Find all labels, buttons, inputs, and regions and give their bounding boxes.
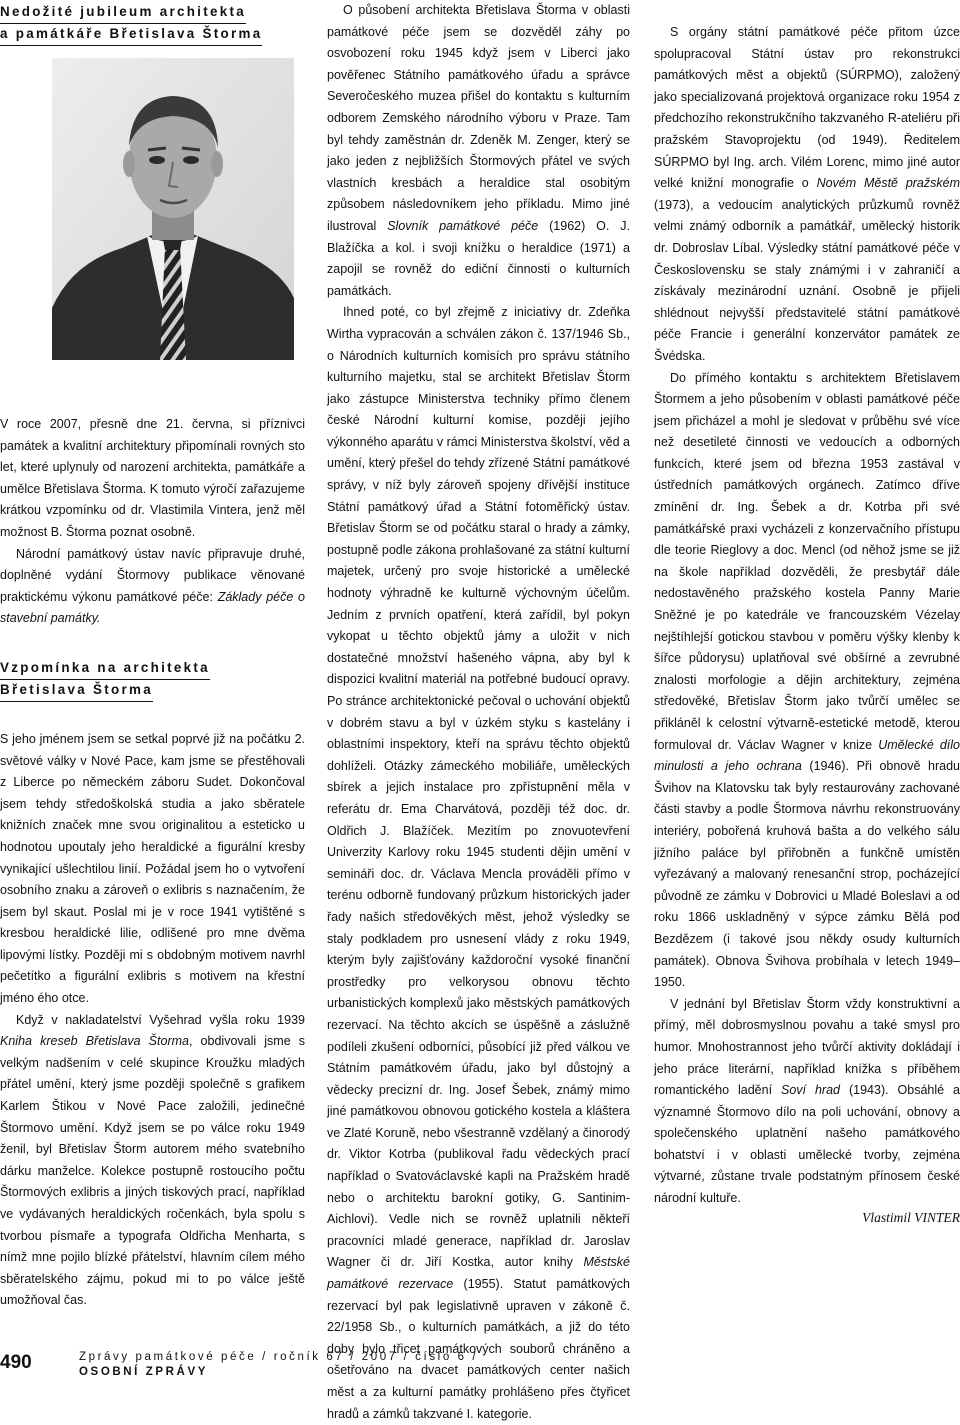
- body-paragraph-2: [0, 1010, 305, 1312]
- intro-paragraph-2: [0, 544, 305, 630]
- col3-paragraph-3-text-b: (1943). Obsáhlé a významné Štormovo dílo na poli uchování, obnovy a společenského uplatnění našeho památkového bohatství i v oblasti umělecké tvorby, zejména výtvarné, zůstane trvale podstatným přínosem české národní kultuře.: [654, 1083, 960, 1206]
- column-right: [654, 22, 960, 1226]
- section-label: OSOBNÍ ZPRÁVY: [79, 1365, 209, 1378]
- col2-paragraph-2: [327, 302, 630, 1425]
- portrait-photo: [52, 58, 294, 360]
- book-title-umelecke-dilo: Umělecké dílo minulosti a jeho ochrana: [654, 737, 960, 774]
- intro-paragraph-1: V roce 2007, přesně dne 21. června, si příznivci památek a kvalitní architektury připomínali rovných sto let, které uplynuly od narození architekta, památkáře a umělce Břetislava Štorma. K tomuto výročí zařazujeme krátkou vzpomínku od dr. Vlastimila Vintera, jenž měl možnost B. Štorma poznat osobně.: [0, 417, 305, 539]
- intro-block: [0, 414, 305, 1312]
- col3-paragraph-3: [654, 994, 960, 1210]
- section-heading-line-2: Břetislava Štorma: [0, 680, 153, 702]
- body-paragraph-2-text-a: Když v nakladatelství Vyšehrad vyšla roku 1939: [16, 1012, 305, 1027]
- journal-citation: Zprávy památkové péče / ročník 67 / 2007 / číslo 6 /: [79, 1351, 479, 1363]
- book-title-kniha-kreseb: Kniha kreseb Břetislava Štorma: [0, 1034, 189, 1049]
- book-title-sovi-hrad: Soví hrad: [781, 1083, 841, 1098]
- col2-paragraph-2-text-b: (1955). Statut památkových rezervací byl pak legislativně upraven v zákoně č. 22/1958 Sb., o kulturních památkách, a již do této doby bylo třicet památkových souborů chráněno a ošetřováno na dvacet památkových center našich měst a za kulturní památky prohlášeno přes čtyřicet hradů a zámků takzvané I. kategorie.: [327, 1277, 630, 1421]
- body-paragraph-2-text-b: , obdivovali jsme s velkým nadšením v celé skupince Kroužku mladých přátel umění, který jsme později společně s grafikem Karlem Štikou v Nové Pace založili, jedinečné Štormovo umění. Když jsem se po válce roku 1949 ženil, byl Břetislav Štorm autorem mého svatebního dárku manželce. Kolekce postupně rostoucího počtu Štormových exlibris a jiných tiskových prací, například ve vydávaných heraldických ročenkách, byla spolu s tvorbou písmaře a typografa Oldřicha Menharta, s nímž mne pojilo blízké přátelství, hlavním cílem mého sběratelského zájmu, pokud mi to po válce ještě umožňoval čas.: [0, 1034, 305, 1308]
- book-title-zaklady: Základy péče o stavební památky.: [0, 589, 305, 626]
- col3-paragraph-3-text-a: V jednání byl Břetislav Štorm vždy konstruktivní a přímý, měl dobrosmyslnou povahu a také smysl pro humor. Mnohostrannost jeho tvůrčí aktivity dokládají i jeho práce literární, například knížka s příběhem romantického ladění: [654, 996, 960, 1098]
- col3-paragraph-2-text-b: (1946). Při obnově hradu Švihov na Klatovsku tak byly restaurovány zachované části stavby a podle Štormova návrhu rekonstruovány interiéry, pobořená kruhová bašta a do velkého sálu jižního paláce byl přiřobněn a funkčně umístěn vyřezávaný a malovaný renesanční strop, pocházející původně ze zámku v Dobrovici u Mladé Boleslavi a od roku 1866 uskladněný v sýpce zámku Bělá pod Bezdězem (i takové jsou někdy osudy kulturních památek). Obnova Švihova probíhala v letech 1949–1950.: [654, 759, 960, 990]
- col3-paragraph-1-text-a: S orgány státní památkové péče přitom úzce spolupracoval Státní ústav pro rekonstrukci památkových měst a objektů (SÚRPMO), založený jako specializovaná projektová organizace roku 1954 z předchozího rekonstrukčního takzvaného R-ateliéru při pražském Stavoprojektu (od 1949). Ředitelem SÚRPMO byl Ing. arch. Vilém Lorenc, mimo jiné autor velké knižní monografie o: [654, 25, 960, 191]
- page-number: 490: [0, 1352, 32, 1373]
- book-title-mestske-rezervace: Městské památkové rezervace: [327, 1255, 630, 1292]
- col3-paragraph-2-text-a: Do přímého kontaktu s architektem Břetislavem Štormem a jeho působením v oblasti památkové péče jsem přicházel a mohl je sledovat v průběhu své více než desetileté činnosti ve vedoucích a odborných funkcích, které jsem od března 1953 zastával v ústředních památkových orgánech. Zatímco dříve zmínění dr. Ing. Šebek a dr. Kotrba při své památkářské praxi vycházeli z konzervačního přístupu dle teorie Rieglovy a doc. Mencl (od něhož jsme se již na škole například dozvěděli, že presbytář dále nedostavěného pražského kostela Panny Marie Sněžné je po katedrále ve francouzském Vézelay nejštíhlejší gotickou stavbou v poměru výšky klenby k šířce půdorysu) uplatňoval své obšírné a zevrubné znalosti morfologie a dějin architektury, zejména středověké, Břetislav Štorm jako tvůrčí umělec se přikláněl k celostní výtvarně-estetické metodě, kterou formuloval dr. Václav Wagner v knize: [654, 370, 960, 752]
- col2-paragraph-1: [327, 0, 630, 302]
- book-title-nove-mesto: Novém Městě pražském: [816, 176, 960, 191]
- book-title-slovnik: Slovník památkové péče: [387, 218, 539, 233]
- section-heading: [0, 658, 305, 702]
- col3-paragraph-1: [654, 22, 960, 368]
- col3-paragraph-1-text-b: (1973), a vedoucím analytických průzkumů rovněž velmi známý odborník a památkář, umělecký historik dr. Dobroslav Líbal. Výsledky státní památkové péče v Československu se staly známými i v zahraničí a získávaly mezinárodní uznání. Osobně je přijeli shlédnout nejvyšší představitelé státní památkové péče Francie i generální konzervátor památek ze Švédska.: [654, 197, 960, 363]
- author-signature: Vlastimil VINTER: [862, 1209, 960, 1225]
- title-line-2: a památkáře Břetislava Štorma: [0, 24, 262, 46]
- column-middle: [327, 0, 630, 1425]
- col2-paragraph-1-text-b: (1962) O. J. Blažíčka a kol. i svoji knížku o heraldice (1971) a zapojil se rovněž do ediční činnosti o kulturních památkách.: [327, 218, 630, 298]
- col2-paragraph-2-text-a: Ihned poté, co byl zřejmě z iniciativy dr. Zdeňka Wirtha vypracován a schválen zákon č. 137/1946 Sb., o Národních kulturních komisích pro správu státního kulturního majetku, stal se architekt Břetislav Štorm jako zástupce Ministerstva techniky přímo členem české Národní kulturní komise, později jejího výkonného aparátu v rámci Ministerstva školství, věd a umění, který přešel do tehdy zřízené Státní památkové správy, v níž byly zároveň spojeny dřívější instituce Státní památkový úřad a Státní fotoměřický ústav. Břetislav Štorm se od počátku staral o hrady a zámky, postupně podle zákona prohlašované za státní kulturní majetek, určený pro svoje historické a umělecké hodnoty výhradně ke kulturně výchovným účelům. Jedním z prvních opatření, která zařídil, byl pokyn vykopat u těchto objektů jámy a uložit v nich dostatečné množství hašeného vápna, aby byl k dispozici kvalitní materiál na potřebné budoucí opravy. Po stránce architektonické pečoval o uchování objektů v dobrém stavu a byl v úzkém styku s kastelány i oblastními inspektory, kteří na správu těchto objektů dohlíželi. Otázky zámeckého mobiliáře, uměleckých sbírek a jejich instalace pro zpřístupnění měla v referátu dr. Ema Charvátová, později též doc. dr. Oldřich J. Blažíček. Mezitím po znovuotevření Univerzity Karlovy roku 1945 studenti dějin umění v semináři doc. dr. Václava Mencla prováděli přímo v terénu odborně fundovaný průzkum historických jader řady našich středověkých měst, jehož výsledky se staly podkladem pro usnesení vlády z roku 1949, kterým byly zajišťovány každoroční vysoké finanční prostředky pro velkorysou obnovu těchto urbanistických komplexů jako městských památkových rezervací. Na těchto akcích se úspěšně a záslužně podíleli zkušení odborníci, působící již před válkou ve Státním památkovém úřadu, jako byl důstojný a vědecky precizní dr. Ing. Josef Šebek, známý mimo jiné památkovou obnovou gotického kostela a kláštera ve Zlaté Koruně, nebo všestranně vzdělaný a činorodý dr. Viktor Kotrba (publikoval řadu vědeckých prací například o Svatováclavské kapli na Pražském hradě nebo o architektu barokní gotiky, G. Santinim-Aichlovi). Vedle nich se rovněž uplatnili někteří pracovníci mladé generace, například dr. Jaroslav Wagner či dr. Jiří Kostka, autor knihy: [327, 305, 630, 1270]
- intro-paragraph-2-text: Národní památkový ústav navíc připravuje druhé, doplněné vydání Štormovy publikace věnované praktickému výkonu památkové péče:: [0, 546, 305, 604]
- footer-text: [79, 1350, 478, 1379]
- section-heading-line-1: Vzpomínka na architekta: [0, 658, 210, 680]
- col2-paragraph-1-text-a: O působení architekta Břetislava Štorma v oblasti památkové péče jsem se dozvěděl záhy po osvobození roku 1945 když jsem v Liberci jako pověřenec Státního památkového úřadu a správce Severočeského muzea přišel do kontaktu s kulturním odborem Zemského národního výboru v Praze. Tam byl tehdy zaměstnán dr. Zdeněk M. Zenger, který se jako jeden z nejbližších Štormových přátel ve svých vlastních kresbách a heraldice stal osobitým způsobem následovníkem jeho příkladu. Mimo jiné ilustroval: [327, 3, 630, 233]
- article-title: [0, 2, 305, 46]
- body-paragraph-1: S jeho jménem jsem se setkal poprvé již na počátku 2. světové války v Nové Pace, kam jsme se přestěhovali z Liberce po německém záboru Sudet. Dokončoval jsem tehdy středoškolská studia a jako sběratele knižních značek mne svou originalitou a esteticko u hodnotou upoutaly jeho heraldické a figurální kresby vynikající ušlechtilou linií. Požádal jsem ho o vytvoření osobního znaku a zároveň o exlibris s naznačením, že jsem byl skaut. Poslal mi je v roce 1941 vytištěné s kresbou heraldické lilie, odlišené pro mne dvěma lipovými lístky. Později mi s obdobným motivem navrhl pečetítko a figurální exlibris s motivem na křestní jméno ého otce.: [0, 731, 305, 1006]
- title-line-1: Nedožité jubileum architekta: [0, 2, 246, 24]
- col3-paragraph-2: [654, 368, 960, 994]
- page-footer: [0, 1338, 960, 1376]
